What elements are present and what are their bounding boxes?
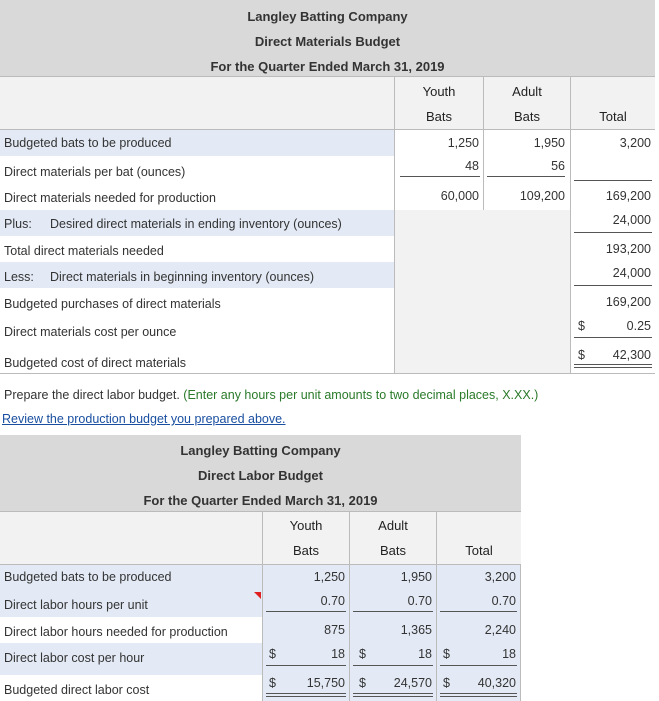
materials-col-youth-line1: Youth [422,84,456,99]
labor-cost-adult[interactable]: 24,570 [393,676,432,690]
materials-col-adult-line2: Bats [513,109,540,124]
materials-cost-currency: $ [578,348,585,362]
labor-row-label: Direct labor hours per unit [4,598,148,612]
labor-hours-needed-adult[interactable]: 1,365 [400,623,432,637]
materials-row-label: Desired direct materials in ending inventory (ounces) [50,217,342,231]
materials-col-youth-line2: Bats [425,109,452,124]
labor-company-name: Langley Batting Company [180,443,341,458]
labor-rate-currency-youth: $ [269,647,276,661]
labor-hours-needed-total[interactable]: 2,240 [484,623,516,637]
labor-rate-currency-total: $ [443,647,450,661]
materials-row-label: Direct materials per bat (ounces) [4,165,186,179]
materials-row-label: Budgeted purchases of direct materials [4,297,221,311]
review-production-budget-link[interactable]: Review the production budget you prepared above. [2,412,286,426]
materials-cost-per-ounce[interactable]: 0.25 [626,319,651,333]
materials-row-label: Direct materials needed for production [4,191,216,205]
materials-bats-adult[interactable]: 1,950 [533,136,565,150]
materials-needed-total[interactable]: 169,200 [605,189,651,203]
labor-rate-adult[interactable]: 18 [418,647,432,661]
labor-budget-title: Direct Labor Budget [198,468,323,483]
labor-bats-adult[interactable]: 1,950 [400,570,432,584]
labor-bats-total[interactable]: 3,200 [484,570,516,584]
materials-per-bat-adult[interactable]: 56 [551,159,565,173]
materials-row-label: Total direct materials needed [4,244,164,258]
materials-bats-youth[interactable]: 1,250 [447,136,479,150]
materials-company-name: Langley Batting Company [247,9,408,24]
materials-row-label: Budgeted cost of direct materials [4,356,187,370]
labor-budget-period: For the Quarter Ended March 31, 2019 [143,493,378,508]
materials-row-label: Direct materials cost per ounce [4,325,177,339]
materials-purchases-total[interactable]: 169,200 [605,295,651,309]
labor-cost-youth[interactable]: 15,750 [306,676,345,690]
labor-row-label: Direct labor cost per hour [4,651,145,665]
materials-less-prefix: Less: [4,270,34,284]
labor-row-label: Direct labor hours needed for production [4,625,228,639]
materials-beginning-inventory-total[interactable]: 24,000 [612,266,651,280]
materials-col-adult-line1: Adult [512,84,542,99]
instruction-main: Prepare the direct labor budget. [4,388,180,402]
incorrect-answer-flag-icon [254,592,261,599]
labor-rate-currency-adult: $ [359,647,366,661]
materials-needed-youth[interactable]: 60,000 [440,189,479,203]
materials-per-bat-youth[interactable]: 48 [465,159,479,173]
instruction-hint: (Enter any hours per unit amounts to two decimal places, X.XX.) [183,388,539,402]
materials-row-label: Budgeted bats to be produced [4,136,172,150]
labor-rate-youth[interactable]: 18 [331,647,345,661]
instruction-text [4,388,538,402]
labor-cost-currency-adult: $ [359,676,366,690]
labor-hours-per-unit-youth[interactable]: 0.70 [320,594,345,608]
materials-bats-total[interactable]: 3,200 [619,136,651,150]
materials-budget-period: For the Quarter Ended March 31, 2019 [210,59,445,74]
materials-plus-prefix: Plus: [4,217,32,231]
labor-hours-per-unit-total[interactable]: 0.70 [491,594,516,608]
labor-col-total: Total [465,543,493,558]
labor-hours-needed-youth[interactable]: 875 [324,623,345,637]
labor-bats-youth[interactable]: 1,250 [313,570,345,584]
materials-total-needed[interactable]: 193,200 [605,242,651,256]
labor-hours-per-unit-adult[interactable]: 0.70 [407,594,432,608]
materials-col-total: Total [599,109,627,124]
materials-row-label: Direct materials in beginning inventory (ounces) [50,270,315,284]
labor-col-adult-line1: Adult [378,518,408,533]
labor-row-label: Budgeted direct labor cost [4,683,150,697]
labor-col-adult-line2: Bats [379,543,406,558]
materials-needed-adult[interactable]: 109,200 [519,189,565,203]
labor-cost-total[interactable]: 40,320 [477,676,516,690]
materials-budgeted-cost[interactable]: 42,300 [612,348,651,362]
materials-ending-inventory-total[interactable]: 24,000 [612,213,651,227]
materials-budget-title: Direct Materials Budget [254,34,401,49]
labor-rate-total[interactable]: 18 [502,647,516,661]
materials-cost-currency: $ [578,319,585,333]
labor-cost-currency-youth: $ [269,676,276,690]
labor-col-youth-line2: Bats [292,543,319,558]
labor-row-label: Budgeted bats to be produced [4,570,172,584]
labor-col-youth-line1: Youth [289,518,323,533]
labor-cost-currency-total: $ [443,676,450,690]
